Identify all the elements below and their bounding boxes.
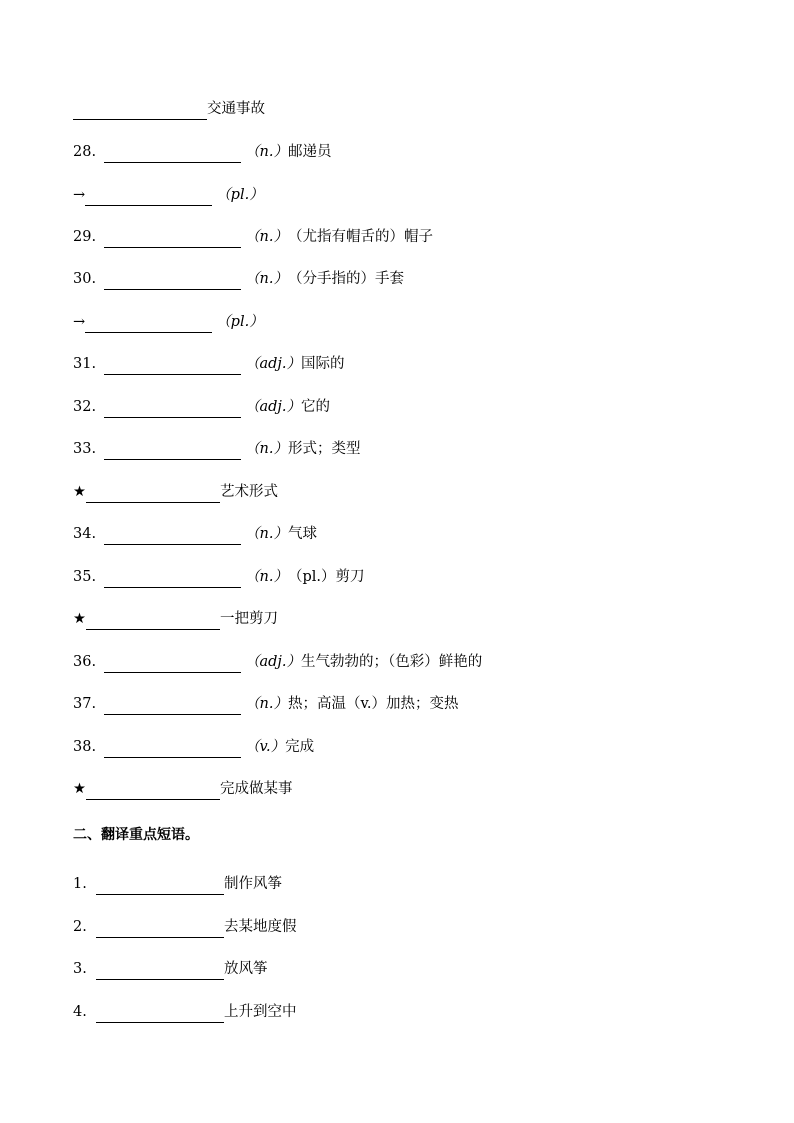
item-meaning: （pl.）剪刀 — [287, 569, 365, 585]
item-meaning: 完成 — [285, 739, 315, 755]
answer-blank[interactable] — [85, 188, 212, 206]
item-row — [73, 396, 330, 418]
item-meaning: 邮递员 — [287, 144, 332, 160]
answer-blank[interactable] — [86, 485, 220, 503]
answer-blank[interactable] — [85, 315, 212, 333]
item-number: 34. — [73, 526, 97, 542]
item-meaning: 完成做某事 — [220, 781, 293, 797]
phrase-meaning: 放风筝 — [224, 961, 268, 977]
phrase-row — [73, 873, 282, 895]
part-of-speech: （n.） — [245, 271, 288, 287]
item-number: 3. — [73, 961, 87, 977]
phrase-row — [73, 958, 268, 980]
item-row — [73, 566, 364, 588]
answer-blank[interactable] — [96, 877, 224, 895]
answer-blank[interactable] — [104, 740, 241, 758]
answer-blank[interactable] — [104, 272, 241, 290]
item-row — [73, 651, 482, 673]
item-meaning: 它的 — [301, 399, 331, 415]
answer-blank[interactable] — [96, 920, 224, 938]
star-marker: ★ — [73, 781, 86, 797]
item-row — [73, 98, 265, 120]
item-number: 32. — [73, 399, 97, 415]
item-row — [73, 438, 360, 460]
part-of-speech: （n.） — [245, 144, 288, 160]
item-row — [73, 736, 314, 758]
phrase-meaning: 去某地度假 — [224, 919, 297, 935]
answer-blank[interactable] — [86, 612, 220, 630]
item-number: 1. — [73, 876, 87, 892]
answer-blank[interactable] — [104, 145, 241, 163]
item-number: 33. — [73, 441, 97, 457]
phrase-meaning: 制作风筝 — [224, 876, 282, 892]
item-row — [73, 184, 264, 206]
item-meaning: 一把剪刀 — [220, 611, 278, 627]
part-of-speech: （pl.） — [216, 314, 264, 330]
item-number: 29. — [73, 229, 97, 245]
item-number: 28. — [73, 144, 97, 160]
item-meaning: （尤指有帽舌的）帽子 — [287, 229, 433, 245]
section-heading-text: 二、翻译重点短语。 — [73, 827, 199, 843]
answer-blank[interactable] — [104, 400, 241, 418]
item-row — [73, 523, 317, 545]
star-marker: ★ — [73, 484, 86, 500]
item-meaning: 艺术形式 — [220, 484, 278, 500]
phrase-row — [73, 916, 297, 938]
answer-blank[interactable] — [104, 357, 241, 375]
part-of-speech: （v.） — [245, 739, 286, 755]
answer-blank[interactable] — [104, 442, 241, 460]
item-meaning: 国际的 — [301, 356, 345, 372]
part-of-speech: （adj.） — [245, 356, 302, 372]
answer-blank[interactable] — [96, 1005, 224, 1023]
part-of-speech: （adj.） — [245, 654, 302, 670]
answer-blank[interactable] — [104, 570, 241, 588]
item-number: 35. — [73, 569, 97, 585]
item-row — [73, 608, 278, 630]
item-number: 4. — [73, 1004, 87, 1020]
item-meaning: 热；高温（v.）加热；变热 — [287, 696, 459, 712]
part-of-speech: （n.） — [245, 569, 288, 585]
section-heading — [73, 824, 199, 846]
part-of-speech: （n.） — [245, 526, 288, 542]
item-row — [73, 311, 264, 333]
item-number: 36. — [73, 654, 97, 670]
answer-blank[interactable] — [104, 230, 241, 248]
item-meaning: 气球 — [287, 526, 317, 542]
answer-blank[interactable] — [104, 655, 241, 673]
star-marker: ★ — [73, 611, 86, 627]
item-number: 37. — [73, 696, 97, 712]
part-of-speech: （n.） — [245, 229, 288, 245]
item-row — [73, 693, 459, 715]
answer-blank[interactable] — [104, 527, 241, 545]
part-of-speech: （adj.） — [245, 399, 302, 415]
phrase-row — [73, 1001, 297, 1023]
item-meaning: 形式；类型 — [287, 441, 361, 457]
item-row — [73, 481, 278, 503]
part-of-speech: （n.） — [245, 696, 288, 712]
item-row — [73, 226, 433, 248]
item-meaning: 生气勃勃的；（色彩）鲜艳的 — [301, 654, 483, 670]
item-number: 30. — [73, 271, 97, 287]
phrase-meaning: 上升到空中 — [224, 1004, 297, 1020]
part-of-speech: （n.） — [245, 441, 288, 457]
item-meaning: 交通事故 — [207, 101, 265, 117]
item-row — [73, 353, 345, 375]
item-row — [73, 141, 331, 163]
item-row — [73, 778, 293, 800]
answer-blank[interactable] — [96, 962, 224, 980]
arrow-marker: → — [73, 187, 86, 203]
answer-blank[interactable] — [86, 782, 220, 800]
item-number: 2. — [73, 919, 87, 935]
item-number: 31. — [73, 356, 97, 372]
item-number: 38. — [73, 739, 97, 755]
item-meaning: （分手指的）手套 — [287, 271, 404, 287]
item-row — [73, 268, 404, 290]
arrow-marker: → — [73, 314, 86, 330]
answer-blank[interactable] — [73, 102, 207, 120]
answer-blank[interactable] — [104, 697, 241, 715]
part-of-speech: （pl.） — [216, 187, 264, 203]
